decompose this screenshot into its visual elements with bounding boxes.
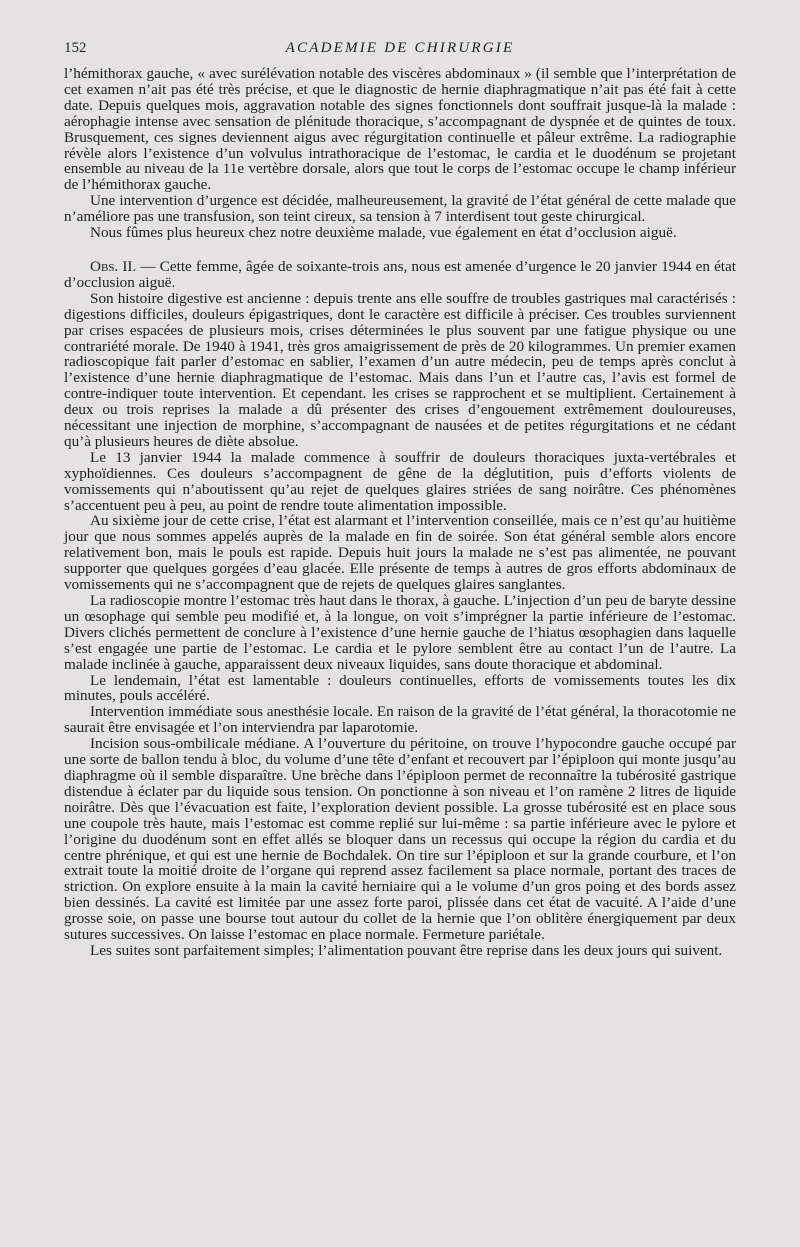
paragraph: Le 13 janvier 1944 la malade commence à souffrir de douleurs thoraciques juxta-vertébrales et xyphoïdiennes. Ces douleurs s’accompagnent de gêne de la déglutition, puis d’efforts violents de vomissements qui n’aboutissent qu’au rejet de quelques glaires striées de sang noirâtre. Ces phénomènes s’accentuent peu à peu, au point de rendre toute alimentation impossible. <box>64 448 736 514</box>
paragraph: Intervention immédiate sous anesthésie locale. En raison de la gravité de l’état général, la thoracotomie ne saurait être envisagée et l’on interviendra par laparotomie. <box>64 703 736 737</box>
page-header <box>64 36 736 66</box>
observation-label: Obs. II. — <box>90 257 156 275</box>
paragraph: Son histoire digestive est ancienne : depuis trente ans elle souffre de troubles gastriques mal caractérisés : digestions difficiles, douleurs épigastriques, dont le caractère est difficile à préciser. Ces troubles surviennent par crises espacées de plusieurs mois, crises déterminées le plus souvent par une fatigue physique ou une contrariété morale. De 1940 à 1941, très gros amaigrissement de près de 20 kilogrammes. Un premier examen radioscopique fait parler d’estomac en sablier, l’examen d’un autre médecin, peu de temps après conclut à l’existence d’une hernie diaphragmatique de l’estomac. Mais dans l’un et l’autre cas, l’avis est formel de contre-indiquer toute intervention. Et cependant. les crises se rapprochent et se multiplient. Certainement à deux ou trois reprises la malade a dû présenter des crises d’engouement extrêmement douloureuses, nécessitant une injection de morphine, s’accompagnant de nausées et de petites régurgitations et ne cédant qu’à plusieurs heures de diète absolue. <box>64 289 736 450</box>
paragraph: Incision sous-ombilicale médiane. A l’ouverture du péritoine, on trouve l’hypocondre gauche occupé par une sorte de ballon tendu à bloc, du volume d’une tête d’enfant et recouvert par l’épiploon qui monte jusqu’au diaphragme où il semble disparaître. Une brèche dans l’épiploon permet de reconnaître la tubérosité gastrique distendue à éclater par du liquide sous tension. On ponctionne à son niveau et l’on ramène 2 litres de liquide noirâtre. Dès que l’évacuation est faite, l’exploration devient possible. La grosse tubérosité est en place sous une coupole très haute, mais l’estomac est comme replié sur lui-même : sa partie inférieure avec le pylore et l’origine du duodénum sont en effet allés se bloquer dans un recessus qui occupe la région du cardia et du centre phrénique, et qui est une hernie de Bochdalek. On tire sur l’épiploon et sur la grande courbure, et l’on extrait toute la moitié droite de l’organe qui reprend assez facilement sa place normale, portant des traces de striction. On explore ensuite à la main la cavité herniaire qui a le volume d’un gros poing et des bords assez bien dessinés. La cavité est limitée par une assez forte paroi, plissée dans cet état de vacuité. A l’aide d’une grosse soie, on passe une bourse tout autour du collet de la hernie que l’on oblitère énergiquement par deux sutures successives. On laisse l’estomac en place normale. Fermeture pariétale. <box>64 735 736 944</box>
observation-paragraph <box>64 259 736 291</box>
paragraph: La radioscopie montre l’estomac très haut dans le thorax, à gauche. L’injection d’un peu de baryte dessine un œsophage qui semble peu modifié et, à la longue, on voit s’imprégner la partie inférieure de l’estomac. Divers clichés permettent de conclure à l’existence d’une hernie gauche de l’hiatus œsophagien dans laquelle s’est engagée une partie de l’estomac. Le cardia et le pylore semblent être au contact l’un de l’autre. La malade inclinée à gauche, apparaissent deux niveaux liquides, sans doute thoracique et abdominal. <box>64 592 736 673</box>
paragraph: Les suites sont parfaitement simples; l’alimentation pouvant être reprise dans les deux jours qui suivent. <box>90 941 723 959</box>
journal-page <box>64 36 736 959</box>
page-number: 152 <box>64 40 87 56</box>
paragraph: Une intervention d’urgence est décidée, malheureusement, la gravité de l’état général de cette malade que n’améliore pas une transfusion, son teint cireux, sa tension à 7 interdisent tout geste chirurgical. <box>64 192 736 226</box>
article-body <box>64 66 736 959</box>
paragraph: Au sixième jour de cette crise, l’état est alarmant et l’intervention conseillée, mais ce n’est qu’au huitième jour que nous sommes appelés auprès de la malade en fin de soirée. Son état général semble alors encore relativement bon, mais le pouls est rapide. Depuis huit jours la malade ne s’est pas alimentée, ne pouvant supporter que quelques gorgées d’eau glacée. Elle présente de temps à autres de gros efforts abdominaux de vomissements qui ne s’accompagnent que de rejets de quelques glaires sanglantes. <box>64 512 736 594</box>
paragraph-continuation: l’hémithorax gauche, « avec surélévation notable des viscères abdominaux » (il semble que l’interprétation de cet examen n’ait pas été très précise, et que le diagnostic de hernie diaphragmatique n’ait pas été fait à cette date. Depuis quelques mois, aggravation notable des signes fonctionnels dont souffrait jusque-là la malade : aérophagie intense avec sensation de plénitude thoracique, s’accompagnant de dyspnée et de quintes de toux. Brusquement, ces signes deviennent aigus avec régurgitation continuelle et pâleur extrême. La radiographie révèle alors l’existence d’un volvulus intrathoracique de l’estomac, le cardia et le duodénum se projetant ensemble au niveau de la 11e vertèbre dorsale, alors que tout le corps de l’estomac occupe le champ inférieur de l’hémithorax gauche. <box>64 65 736 194</box>
running-title: ACADEMIE DE CHIRURGIE <box>285 40 515 56</box>
paragraph: Le lendemain, l’état est lamentable : douleurs continuelles, efforts de vomissements toutes les dix minutes, pouls accéléré. <box>64 671 736 705</box>
paragraph: Nous fûmes plus heureux chez notre deuxième malade, vue également en état d’occlusion aiguë. <box>90 224 677 242</box>
observation-text: Cette femme, âgée de soixante-trois ans, nous est amenée d’urgence le 20 janvier 1944 en état d’occlusion aiguë. <box>64 257 736 291</box>
